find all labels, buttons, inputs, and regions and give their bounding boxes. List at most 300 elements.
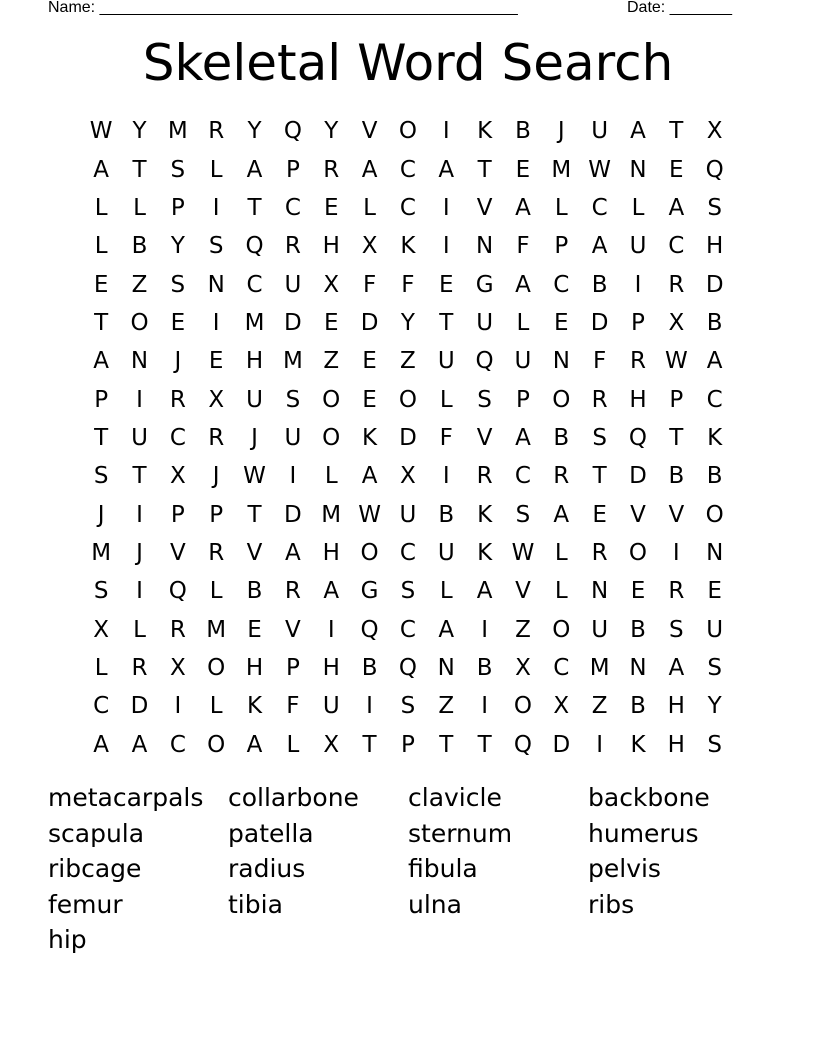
grid-letter: A [361, 463, 378, 490]
grid-letter: V [361, 118, 378, 145]
grid-letter: U [399, 501, 417, 528]
grid-letter: Z [131, 271, 148, 298]
grid-letter: F [401, 271, 415, 298]
grid-letter: U [437, 539, 455, 566]
grid-letter: P [669, 386, 684, 413]
word-list-item: humerus [588, 818, 699, 848]
grid-letter: S [707, 731, 722, 758]
grid-letter: N [476, 233, 494, 260]
grid-letter: I [442, 233, 450, 260]
grid-letter: Q [168, 578, 187, 605]
grid-letter: B [706, 463, 723, 490]
grid-letter: X [323, 731, 340, 758]
grid-letter: S [477, 386, 492, 413]
grid-letter: F [516, 233, 530, 260]
grid-letter: Q [283, 118, 302, 145]
word-list-item: backbone [588, 783, 710, 812]
grid-letter: F [286, 693, 300, 720]
grid-letter: S [400, 578, 416, 605]
grid-letter: K [477, 501, 493, 528]
grid-letter: M [589, 654, 610, 681]
grid-letter: M [91, 539, 112, 566]
grid-letter: A [668, 654, 685, 681]
grid-letter: X [169, 463, 186, 490]
grid-letter: L [209, 156, 223, 183]
grid-letter: J [136, 539, 143, 566]
grid-letter: E [554, 309, 569, 336]
grid-letter: T [132, 156, 147, 183]
grid-letter: S [707, 194, 722, 221]
grid-letter: E [247, 616, 262, 643]
grid-letter: N [437, 654, 455, 681]
grid-letter: T [669, 424, 684, 451]
grid-letter: L [363, 194, 376, 221]
grid-letter: X [706, 118, 723, 145]
grid-letter: R [131, 654, 148, 681]
grid-letter: T [439, 309, 454, 336]
grid-letter: V [285, 616, 301, 643]
grid-letter: N [552, 348, 570, 375]
grid-letter: Z [323, 348, 340, 375]
grid-letter: D [552, 731, 571, 758]
grid-letter: U [437, 348, 455, 375]
grid-letter: U [706, 616, 724, 643]
grid-letter: X [400, 463, 416, 490]
header [48, 0, 732, 19]
word-list-item: metacarpals [48, 783, 204, 812]
grid-letter: S [93, 463, 109, 490]
grid-letter: E [208, 348, 224, 375]
grid-letter: I [136, 501, 143, 528]
grid-letter: C [514, 463, 531, 490]
word-list-item: ribs [588, 889, 635, 919]
grid-letter: A [553, 501, 570, 528]
grid-letter: H [322, 654, 340, 681]
grid-letter: I [212, 194, 220, 221]
word-list-item: radius [228, 854, 306, 883]
date-field-label: Date: _______ [627, 0, 732, 16]
grid-letter: K [477, 118, 493, 145]
grid-letter: Z [400, 348, 416, 375]
grid-letter: X [169, 654, 186, 681]
grid-letter: L [554, 578, 568, 605]
grid-letter: C [246, 271, 263, 298]
grid-letter: T [592, 463, 607, 490]
grid-letter: C [284, 194, 301, 221]
grid-letter: A [361, 156, 378, 183]
grid-letter: A [515, 194, 531, 221]
grid-letter: T [477, 156, 492, 183]
grid-letter: E [438, 271, 454, 298]
word-list-item: clavicle [408, 783, 502, 812]
grid-letter: W [664, 348, 688, 375]
grid-letter: T [669, 118, 684, 145]
grid-letter: C [553, 271, 570, 298]
grid-letter: D [360, 309, 379, 336]
grid-letter: Q [398, 654, 417, 681]
grid-letter: V [476, 424, 493, 451]
grid-letter: P [94, 386, 109, 413]
grid-letter: N [629, 654, 647, 681]
grid-letter: O [513, 693, 532, 720]
grid-letter: Q [360, 616, 379, 643]
grid-letter: R [476, 463, 493, 490]
grid-letter: I [442, 118, 450, 145]
grid-letter: I [481, 693, 488, 720]
grid-letter: V [246, 539, 263, 566]
grid-letter: O [322, 386, 341, 413]
grid-letter: H [629, 386, 647, 413]
grid-letter: C [668, 233, 685, 260]
grid-letter: A [323, 578, 340, 605]
grid-letter: J [97, 501, 105, 528]
grid-letter: B [630, 693, 646, 720]
grid-letter: W [243, 463, 266, 490]
grid-letter: N [130, 348, 149, 375]
grid-letter: L [209, 578, 223, 605]
grid-letter: G [360, 578, 379, 605]
grid-letter: O [552, 386, 571, 413]
grid-letter: R [323, 156, 340, 183]
grid-letter: T [94, 309, 109, 336]
grid-letter: S [170, 156, 186, 183]
grid-letter: L [516, 309, 530, 336]
grid-letter: X [208, 386, 225, 413]
grid-letter: L [631, 194, 645, 221]
grid-letter: U [476, 309, 494, 336]
grid-letter: U [284, 271, 302, 298]
grid-letter: R [591, 386, 608, 413]
grid-letter: N [706, 539, 724, 566]
grid-letter: X [553, 693, 570, 720]
grid-letter: P [285, 654, 300, 681]
word-list-item: sternum [408, 818, 513, 848]
grid-letter: L [554, 539, 568, 566]
grid-letter: O [552, 616, 571, 643]
grid-letter: R [284, 578, 301, 605]
grid-letter: O [207, 731, 226, 758]
grid-letter: O [130, 309, 149, 336]
grid-letter: Z [438, 693, 455, 720]
grid-letter: O [207, 654, 226, 681]
grid-letter: C [399, 156, 416, 183]
grid-letter: C [93, 693, 110, 720]
grid-letter: O [705, 501, 724, 528]
grid-letter: M [206, 616, 227, 643]
grid-letter: P [209, 501, 224, 528]
grid-letter: I [481, 616, 488, 643]
grid-letter: M [167, 118, 188, 145]
grid-letter: Q [513, 731, 532, 758]
grid-letter: W [588, 156, 612, 183]
grid-letter: C [553, 654, 570, 681]
word-list-item: collarbone [228, 783, 359, 812]
grid-letter: R [284, 233, 301, 260]
grid-letter: D [629, 463, 647, 490]
grid-letter: D [284, 501, 302, 528]
grid-letter: L [133, 194, 146, 221]
grid-letter: I [442, 463, 450, 490]
grid-letter: G [475, 271, 494, 298]
grid-letter: A [246, 731, 263, 758]
grid-letter: P [554, 233, 569, 260]
grid-letter: C [399, 194, 416, 221]
grid-letter: U [591, 616, 609, 643]
grid-letter: Q [475, 348, 494, 375]
grid-letter: M [321, 501, 342, 528]
grid-letter: O [398, 386, 417, 413]
grid-letter: B [131, 233, 148, 260]
grid-letter: V [476, 194, 493, 221]
grid-letter: V [515, 578, 531, 605]
grid-letter: T [439, 731, 454, 758]
grid-letter: M [244, 309, 265, 336]
grid-letter: C [591, 194, 608, 221]
grid-letter: B [476, 654, 493, 681]
grid-letter: V [668, 501, 685, 528]
grid-letter: I [327, 616, 335, 643]
grid-letter: H [706, 233, 724, 260]
grid-letter: S [170, 271, 186, 298]
grid-letter: Y [400, 309, 415, 336]
grid-letter: A [285, 539, 301, 566]
grid-letter: E [170, 309, 186, 336]
grid-letter: I [212, 309, 220, 336]
grid-letter: R [169, 616, 186, 643]
grid-letter: H [322, 539, 340, 566]
grid-letter: A [246, 156, 263, 183]
grid-letter: J [174, 348, 182, 375]
grid-letter: R [553, 463, 570, 490]
grid-letter: I [634, 271, 642, 298]
grid-letter: Z [591, 693, 608, 720]
grid-letter: O [360, 539, 379, 566]
grid-letter: K [707, 424, 723, 451]
grid-letter: H [245, 654, 264, 681]
grid-letter: A [93, 156, 110, 183]
grid-letter: B [630, 616, 646, 643]
grid-letter: B [706, 309, 723, 336]
grid-letter: P [170, 194, 185, 221]
grid-letter: E [515, 156, 531, 183]
grid-letter: Q [628, 424, 648, 451]
grid-letter: C [399, 539, 416, 566]
grid-letter: P [400, 731, 415, 758]
letter-grid [82, 112, 734, 764]
grid-letter: X [323, 271, 340, 298]
grid-letter: I [442, 194, 450, 221]
word-list-item: fibula [408, 854, 478, 883]
grid-letter: U [591, 118, 609, 145]
grid-letter: R [208, 539, 225, 566]
grid-letter: P [285, 156, 300, 183]
grid-letter: K [477, 539, 493, 566]
grid-letter: E [707, 578, 722, 605]
grid-letter: S [515, 501, 531, 528]
grid-letter: A [515, 271, 531, 298]
grid-letter: N [629, 156, 647, 183]
word-list-item: patella [228, 818, 314, 848]
grid-letter: J [557, 118, 565, 145]
grid-letter: J [251, 424, 258, 451]
grid-letter: H [245, 348, 264, 375]
grid-letter: X [361, 233, 378, 260]
grid-letter: U [131, 424, 148, 451]
grid-letter: L [133, 616, 146, 643]
grid-letter: S [208, 233, 224, 260]
grid-letter: U [322, 693, 340, 720]
grid-letter: B [591, 271, 608, 298]
grid-letter: H [667, 693, 685, 720]
grid-letter: R [208, 118, 225, 145]
grid-letter: I [672, 539, 680, 566]
grid-letter: B [246, 578, 263, 605]
grid-letter: Y [324, 118, 339, 145]
grid-letter: V [169, 539, 186, 566]
grid-letter: Y [170, 233, 185, 260]
grid-letter: F [362, 271, 377, 298]
grid-letter: Y [132, 118, 147, 145]
grid-letter: C [706, 386, 723, 413]
grid-letter: A [438, 616, 455, 643]
grid-letter: R [668, 578, 685, 605]
grid-letter: E [592, 501, 607, 528]
word-list-item: ribcage [48, 854, 142, 883]
grid-letter: I [136, 578, 143, 605]
grid-letter: L [94, 233, 108, 260]
grid-letter: I [136, 386, 143, 413]
grid-letter: D [284, 309, 302, 336]
grid-letter: B [515, 118, 531, 145]
grid-letter: X [93, 616, 110, 643]
grid-letter: N [591, 578, 609, 605]
grid-letter: S [669, 616, 684, 643]
grid-letter: T [247, 501, 262, 528]
grid-letter: T [247, 194, 262, 221]
grid-letter: I [596, 731, 604, 758]
grid-letter: O [398, 118, 417, 145]
grid-letter: E [323, 194, 339, 221]
grid-letter: E [323, 309, 339, 336]
grid-letter: A [630, 118, 646, 145]
grid-letter: F [593, 348, 607, 375]
grid-letter: A [476, 578, 493, 605]
grid-letter: A [438, 156, 455, 183]
grid-letter: H [322, 233, 340, 260]
word-list-item: scapula [48, 818, 145, 848]
grid-letter: S [93, 578, 109, 605]
grid-letter: P [516, 386, 530, 413]
grid-letter: A [131, 731, 148, 758]
grid-letter: K [362, 424, 378, 451]
grid-letter: W [89, 118, 113, 145]
grid-letter: D [590, 309, 609, 336]
grid-letter: T [362, 731, 377, 758]
grid-letter: E [93, 271, 109, 298]
grid-letter: C [169, 424, 186, 451]
grid-letter: U [514, 348, 532, 375]
grid-letter: C [399, 616, 416, 643]
grid-letter: U [246, 386, 263, 413]
word-list-item: femur [48, 889, 123, 919]
grid-letter: X [515, 654, 531, 681]
word-list-item: ulna [408, 889, 462, 919]
grid-letter: S [285, 386, 301, 413]
grid-letter: I [289, 463, 297, 490]
grid-letter: R [208, 424, 225, 451]
grid-letter: V [630, 501, 646, 528]
grid-letter: R [169, 386, 186, 413]
grid-letter: N [207, 271, 225, 298]
grid-letter: Y [247, 118, 262, 145]
grid-letter: D [130, 693, 149, 720]
grid-letter: Q [245, 233, 264, 260]
grid-letter: J [212, 463, 220, 490]
grid-letter: A [668, 194, 685, 221]
grid-letter: X [668, 309, 685, 336]
word-list-item: pelvis [588, 854, 661, 883]
grid-letter: C [169, 731, 186, 758]
grid-letter: L [324, 463, 338, 490]
grid-letter: L [94, 194, 108, 221]
grid-letter: K [400, 233, 416, 260]
grid-letter: L [286, 731, 300, 758]
grid-letter: A [93, 731, 110, 758]
grid-letter: E [362, 386, 377, 413]
grid-letter: E [630, 578, 646, 605]
grid-letter: Q [705, 156, 724, 183]
grid-letter: W [358, 501, 381, 528]
grid-letter: R [668, 271, 685, 298]
grid-letter: P [631, 309, 645, 336]
grid-letter: A [515, 424, 531, 451]
grid-letter: A [706, 348, 723, 375]
grid-letter: B [438, 501, 455, 528]
word-list-item: tibia [228, 889, 283, 919]
grid-letter: E [362, 348, 377, 375]
grid-letter: L [94, 654, 108, 681]
grid-letter: L [209, 693, 223, 720]
name-field-label: Name: _______________________________________________ [48, 0, 518, 16]
grid-letter: Y [707, 693, 722, 720]
grid-letter: I [366, 693, 373, 720]
word-list [48, 780, 768, 958]
grid-letter: A [591, 233, 608, 260]
grid-letter: B [361, 654, 378, 681]
grid-letter: L [439, 578, 453, 605]
grid-letter: H [667, 731, 685, 758]
grid-letter: I [174, 693, 182, 720]
grid-letter: T [477, 731, 492, 758]
grid-letter: F [439, 424, 453, 451]
grid-letter: A [93, 348, 110, 375]
grid-letter: S [707, 654, 722, 681]
grid-letter: D [399, 424, 417, 451]
grid-letter: K [247, 693, 263, 720]
page-title: Skeletal Word Search [142, 34, 674, 92]
grid-letter: O [322, 424, 341, 451]
grid-letter: T [94, 424, 109, 451]
grid-letter: Z [515, 616, 531, 643]
grid-letter: L [439, 386, 453, 413]
grid-letter: T [132, 463, 147, 490]
grid-letter: M [551, 156, 572, 183]
grid-letter: O [628, 539, 648, 566]
grid-letter: U [284, 424, 302, 451]
grid-letter: R [591, 539, 608, 566]
grid-letter: P [170, 501, 185, 528]
grid-letter: B [553, 424, 570, 451]
